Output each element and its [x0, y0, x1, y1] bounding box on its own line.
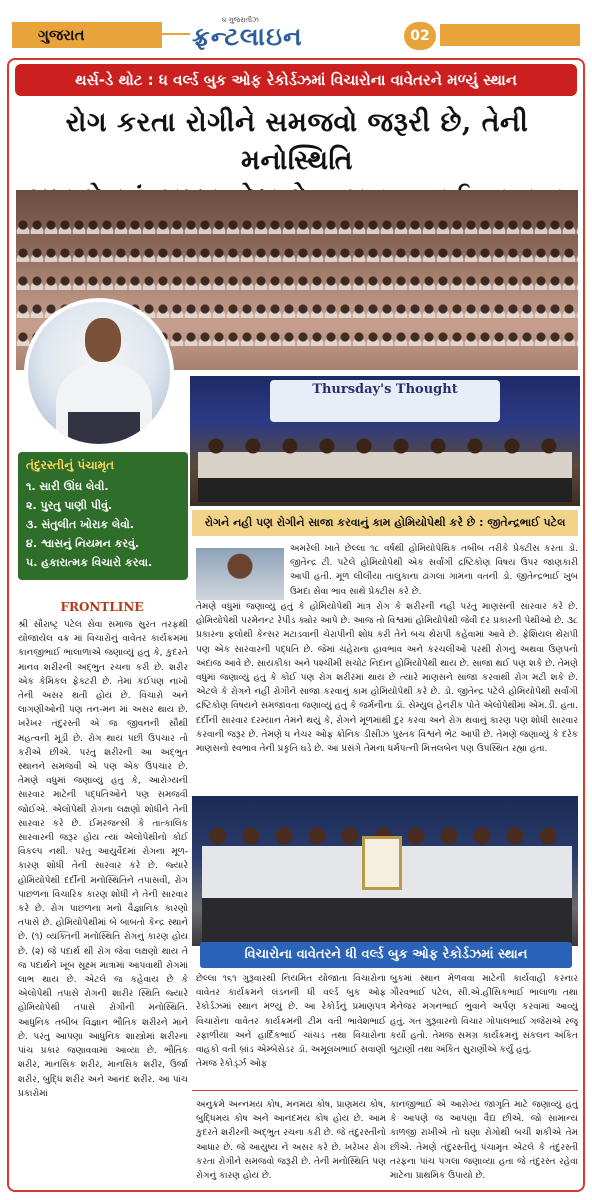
certificate-frame — [362, 836, 402, 890]
award-subhead: વિચારોના વાવેતરને ધી વર્લ્ડ બુક ઓફ રેકોર્ડઝમાં સ્થાન — [200, 942, 572, 968]
masthead-tagline: ધ ગુજરાતીઝ — [222, 16, 259, 24]
bottom-text-col-1: અનુક્રમે અન્નમય કોષ, મનમય કોષ, પ્રાણમય કોષ, બુદ્ધિમય કોષ અને આનંદમય કોષ હોય છે. આમ કુદરતે શરીરની અદ્ભુત રચના કરી છે. જે તંદુરસ્તીનો આધાર છે. જે આયુષ્ય ને અસર કરે છે. ખરેખર રોગ કરતા રોગીને સમજવો જરૂરી છે. તેની મનોસ્થિતિ પણ રોગનું કારણ હોય છે. — [196, 1100, 386, 1182]
doctor-body-text: તેમણે વધુમાં જણાવ્યું હતું કે હોમિયોપેથી માત્ર રોગ કે શરીરની નહી પરંતુ માણસની સારવાર કરે છે. હોમિયોપેથી પરમેનન્ટ રેપીડ ક્યોર આપે છે. આજ તો વિશ્વમાં હોમિયોપેથી જેવી દર પ્રકારની પેથીઓ છે. ૩૮ પ્રકારના ફલોથી કેન્સર મટાડવાની ચેરાપીની શોધ કરી તેને બચ થેરાપી કહેવામાં આવે છે. ફેશિયલ થેરાપી પણ એક સારવારની પદ્ધતિ છે. જેમાં ચહેરાના હાવભાવ અને કરચલીઓ પરથી રોગનું અથવા ઉણપનો અંદાજ આવે છે. સાયકીકા અને પશ્ચીમી સચોટ નિદાન હોમિયોપેથી થાય છે. સાજા થઈ પણ શકે છે. તેમણે વધુમાં જણાવ્યું હતું કે કોઈ પણ રોગ શરીરમાં થાય છે ત્યારે માણસને સાજા કરવાથી રોગ મટી શકે છે. એટલે કે રોગને નહી રોગીને સાજા કરવાનું કામ હોમિયોપેથી કરે છે. ડો. જીતેન્દ્ર પટેલે હોમિયોપેથી સર્વાંગી દ્રષ્ટિકોણ વિષયને સમજાવતા જણાવ્યું હતું કે જર્મનીના ડૉ. સેમ્યુલ હેનરીક પોતે એલોપેથીમાં એમ.ડી. હતા. દર્દીની સારવાર દરમ્યાન તેમને થયું કે, રોગને મૂળમાંથી દુર કરવા અને રોગ થવાનું કારણ પણ શોધી સારવાર કરવાની જરૂર છે. તેમણે ધ નેચર ઓફ ક્રોનિક ડીસીઝ પુસ્તક વિશ્વને ભેટ આપી છે. તેમણે જણાવ્યું કે દરેક માણસનો સ્વભાવ તેની પ્રકૃતિ ઘડે છે. આ પ્રસંગે તેમના ધર્મપત્ની મિત્તલબેન પણ ઉપસ્થિત રહ્યા હતા. — [196, 602, 578, 755]
tip-item: ૫. હકારાત્મક વિચારો કરવા. — [26, 556, 153, 569]
award-text-col-2: બુકમાં સ્થાન મેળવવા માટેની કાર્યવાહી કરનાર ગૌરવભાઈ પટેલ, સી.એ.હીંસિકભાઈ ભાલાળા તથા મેનેજર મગનભાઈ ભુવાને અર્પણ કરવામાં આવ્યું હતું. ગત ગુરૂવારનો વિચાર ગોપાલભાઈ ગજેરાએ રજૂ કર્યો હતો. તેમજ સમગ્ર કાર્યક્રમનું સંકલન અંકિત બુટાણી તથા અંકિત સુરાણીએ કર્યું હતું. — [390, 974, 578, 1056]
doctor-photo — [196, 548, 284, 600]
page-number: 02 — [404, 22, 436, 50]
tips-title: તંદુરસ્તીનું પંચામૃત — [26, 458, 115, 472]
bottom-text-col-2: કાનજીભાઈ એ આરોગ્ય જાગૃતિ માટે જણાવ્યું હતું કે આપણે જ આપણા વૈદ્ય છીએ. જો સામાન્ય કાળજી રાખીએ તો ઘણા રોગોથી બચી શકીએ તેમ છીએ. તેમણે તંદુરસ્તીનું પંચામૃત એટલે કે તંદુરસ્તી તરફના પાંચ પગલા જણાવ્યા હતા જે તંદુરસ્ત રહેવા માટેના પ્રાથમિક ઉપાયો છે. — [390, 1100, 578, 1182]
masthead-logo: ફ્રન્ટલાઇન — [192, 22, 303, 51]
doctor-intro-text: અમરેલી ખાતે છેલ્લા ૧૮ વર્ષથી હોમિયોપેથિક તબીબ તરીકે પ્રેક્ટીસ કરતા ડો. જીતેન્દ્ર ટી. પટેલે હોમિયોપેથી એક સર્વાંગી દ્રષ્ટિકોણ વિષય ઉપર જાણકારી આપી હતી. મૂળ લીલીયા તાલુકાના ઢાંગલા ગામના વતની ડો. જીતેન્દ્રભાઈ ખુબ ઉમદા સેવા ભાવ સાથે પ્રેક્ટીસ કરે છે. — [290, 544, 578, 597]
health-tips-box — [18, 452, 188, 580]
frontline-label: FRONTLINE — [60, 600, 144, 614]
section-divider — [192, 1090, 578, 1091]
header-rule-right — [440, 24, 580, 46]
header-rule-left — [162, 33, 190, 35]
speaker-portrait — [24, 298, 174, 448]
stage-screen — [270, 380, 500, 422]
top-banner: થર્સ-ડે થોટ : ધ વર્લ્ડ બુક ઓફ રેકોર્ડઝમાં વિચારોના વાવેતરને મળ્યું સ્થાન — [15, 64, 577, 96]
tip-item: ૩. સંતુલીત ખોરાક લેવો. — [26, 518, 134, 531]
stage-screen-title: Thursday's Thought — [312, 382, 458, 397]
section-tab: ગુજરાત — [12, 22, 162, 48]
tip-item: ૪. શ્વાસનું નિયમન કરવું. — [26, 537, 140, 550]
tip-item: ૧. સારી ઊંઘ લેવી. — [26, 480, 109, 493]
homeopathy-subhead: રોગને નહી પણ રોગીને સાજા કરવાનું કામ હોમિયોપેથી કરે છે : જીતેન્દ્રભાઈ પટેલ — [192, 510, 578, 536]
headline-line-1: રોગ કરતા રોગીને સમજવો જરૂરી છે, તેની મનોસ્થિતિ — [65, 107, 529, 176]
tip-item: ૨. પુરતુ પાણી પીવું. — [26, 499, 113, 512]
award-text-col-1: છેલ્લા ૧૬૧ ગુરૂવારથી નિયમિત યોજાતા વિચારોના વાવેતર કાર્યક્રમને લંડનની ધી વર્લ્ડ બુક ઓફ રેકોર્ડઝમાં સ્થાન મળ્યું છે. આ રેકોર્ડનું પ્રમાણપત્ર વિચારોના વાવેતર કાર્યક્રમની ટીમ વતી ભાવેશભાઈ રફાળીયા અને હાર્દિકભાઈ ચાંચડ તથા વિચારોના વાહકો વતી બ્રાંડ એમ્બેસેડર ડૉ. અમૂલખભાઈ સવાણી તેમજ રેકોર્ડ્ઝ ઓફ — [196, 974, 386, 1070]
award-ceremony-photo — [192, 796, 578, 946]
left-column-text: શ્રી સૌરાષ્ટ્ર પટેલ સેવા સમાજ સુરત તરફથી યોજાયેલ વક્ર માં વિચારોનું વાવેતર કાર્યક્રમમાં કાનજીભાઈ ભાલાળાએ જણાવ્યું હતુ કે, કુદરતે માનવ શરીરની અદ્ભુત રચના કરી છે. શરીર એક કેમિકલ ફેક્ટરી છે. તેમાં કંઈપણ નાખો તેની અસર થતી હોય છે. વિચારો અને લાગણીઓની પણ તન-મન માં અસર થાય છે. ખરેખર તંદુરસ્તી એ જ જીવનની સૌથી મહત્વની મૂડી છે. રોગ થાય પછી ઉપચાર તો કરીએ છીએ. પરંતુ શરીરની આ અદ્ભુત સ્થાનને સમજવી એ પણ એક ઉપચાર છે. તેમણે વધુમાં જણાવ્યું હતુ કે, આરોગ્યની સારવાર માટેની પદ્ધતિઓને પણ સમજવી જોઈએ. એલોપેથી રોગના લક્ષણો શોધીને તેની સારવાર કરે છે. ઈમરજન્સી કે તાત્કાલિક સારવારની જરૂર હોય ત્યાં એલોપેથીનો કોઈ વિકલ્પ નથી. પરંતુ આયુર્વેદમાં રોગના મૂળ-કારણ શોધી તેની સારવાર કરે છે. જ્યારે હોમિયોપેથી દર્દીની મનોસ્થિતિને તપાસવી, રોગ પાછળના વિચારિક કારણ શોધી ને તેની સારવાર કરે છે. રોગ પાછળના મનો વૈજ્ઞાનિક કારણો તપાસે છે. હોમિયોપેથીમાં બે બાબતો કેન્દ્ર સ્થાને છે. (૧) વ્યક્તિની મનોસ્થિતિ રોગનું કારણ હોય છે. (૨) જે પદાર્થ થી રોગ જેવા લક્ષણો થાય તે જ પદાર્થને ખૂબ સૂક્ષ્મ માત્રામાં આપવાથી રોગમાં લાભ થાય છે. એટલે જ કહેવાય છે કે એલોપેથી તપાસે રોગની શારીર સ્થિતિ જ્યારે હોમિયોપેથી તપાસે રોગીની મનોસ્થિતિ. આધુનિક તબીબ વિજ્ઞાન ભૌતિક શરીરને માને છે. પરંતુ આપણા આધુનિક શાસ્ત્રોમાં શરીરના પાંચ પ્રકાર જણાવવામાં આવ્યા છે. ભૌતિક શરીર, માનસિક શરીર, માનસિક શરીર, ઉર્જા શરીર, બુદ્ધિ શરીર અને આનંદ શરીર. આ પાંચ પ્રકારોમાં — [18, 620, 188, 1099]
stage-photo — [190, 376, 580, 506]
